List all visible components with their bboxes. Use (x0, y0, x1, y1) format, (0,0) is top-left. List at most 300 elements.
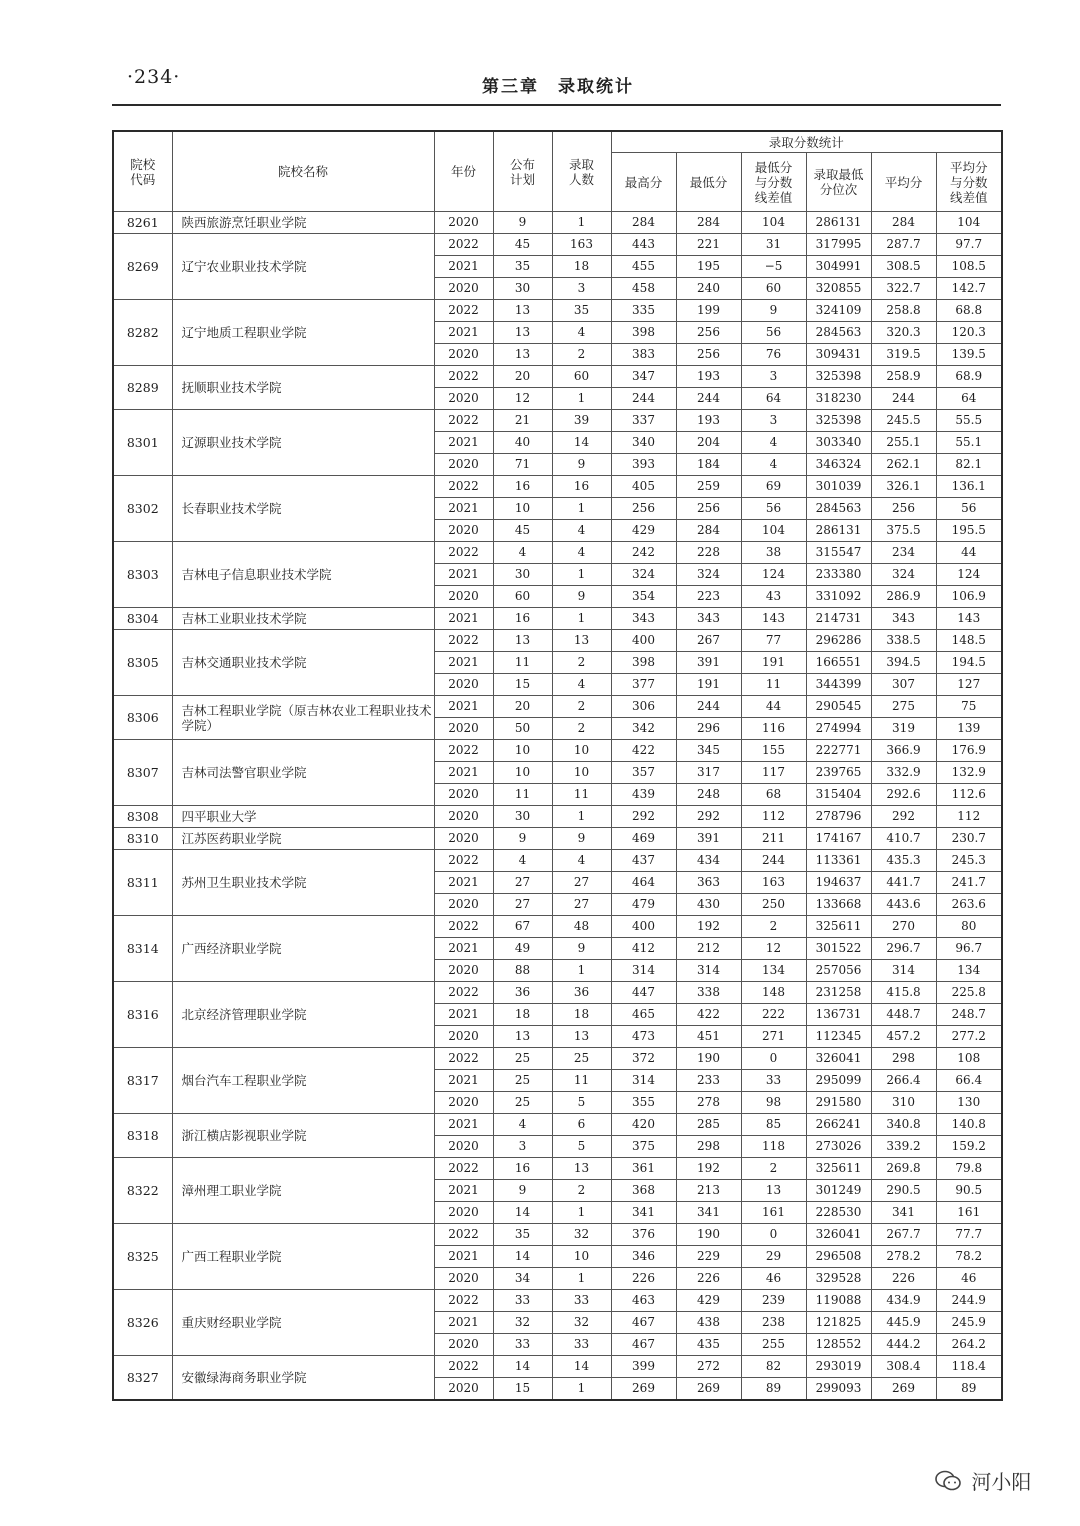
cell-avg-diff: 64 (936, 388, 1002, 410)
cell-min: 285 (676, 1114, 741, 1136)
cell-rank: 320855 (806, 278, 871, 300)
cell-max: 463 (611, 1290, 676, 1312)
cell-rank: 239765 (806, 762, 871, 784)
cell-year: 2020 (434, 674, 493, 696)
cell-avg: 258.8 (871, 300, 936, 322)
cell-rank: 301522 (806, 938, 871, 960)
cell-diff-line: 9 (741, 300, 806, 322)
cell-avg-diff: 148.5 (936, 630, 1002, 652)
cell-plan: 15 (493, 1378, 552, 1401)
cell-avg: 256 (871, 498, 936, 520)
cell-avg: 308.5 (871, 256, 936, 278)
cell-admitted: 1 (552, 960, 611, 982)
header-name: 院校名称 (172, 131, 434, 212)
cell-plan: 10 (493, 740, 552, 762)
cell-rank: 166551 (806, 652, 871, 674)
cell-admitted: 10 (552, 1246, 611, 1268)
cell-admitted: 1 (552, 212, 611, 234)
cell-plan: 34 (493, 1268, 552, 1290)
school-code: 8327 (113, 1356, 172, 1401)
cell-admitted: 1 (552, 564, 611, 586)
cell-admitted: 25 (552, 1048, 611, 1070)
school-name: 吉林交通职业技术学院 (172, 630, 434, 696)
cell-avg-diff: 159.2 (936, 1136, 1002, 1158)
cell-year: 2021 (434, 256, 493, 278)
cell-diff-line: 44 (741, 696, 806, 718)
cell-year: 2022 (434, 1158, 493, 1180)
cell-min: 213 (676, 1180, 741, 1202)
cell-diff-line: 116 (741, 718, 806, 740)
page-number: ·234· (127, 66, 181, 88)
cell-plan: 13 (493, 630, 552, 652)
school-name: 重庆财经职业学院 (172, 1290, 434, 1356)
table-row (113, 806, 1002, 828)
school-code: 8311 (113, 850, 172, 916)
cell-year: 2021 (434, 564, 493, 586)
cell-avg: 258.9 (871, 366, 936, 388)
cell-avg-diff: 112.6 (936, 784, 1002, 806)
cell-avg-diff: 277.2 (936, 1026, 1002, 1048)
cell-rank: 121825 (806, 1312, 871, 1334)
cell-year: 2020 (434, 960, 493, 982)
school-name: 烟台汽车工程职业学院 (172, 1048, 434, 1114)
cell-max: 361 (611, 1158, 676, 1180)
cell-admitted: 11 (552, 1070, 611, 1092)
table-row (113, 1290, 1002, 1312)
cell-rank: 194637 (806, 872, 871, 894)
cell-max: 467 (611, 1334, 676, 1356)
cell-avg: 340.8 (871, 1114, 936, 1136)
cell-avg-diff: 161 (936, 1202, 1002, 1224)
cell-avg: 270 (871, 916, 936, 938)
table-body (113, 212, 1002, 1401)
cell-rank: 346324 (806, 454, 871, 476)
cell-min: 195 (676, 256, 741, 278)
cell-rank: 174167 (806, 828, 871, 850)
cell-plan: 9 (493, 828, 552, 850)
cell-avg: 269 (871, 1378, 936, 1401)
school-name: 吉林电子信息职业技术学院 (172, 542, 434, 608)
cell-min: 193 (676, 410, 741, 432)
cell-rank: 113361 (806, 850, 871, 872)
cell-avg-diff: 225.8 (936, 982, 1002, 1004)
cell-min: 190 (676, 1224, 741, 1246)
cell-admitted: 4 (552, 542, 611, 564)
cell-max: 429 (611, 520, 676, 542)
cell-rank: 222771 (806, 740, 871, 762)
cell-year: 2022 (434, 1048, 493, 1070)
cell-rank: 286131 (806, 520, 871, 542)
school-name: 吉林工业职业技术学院 (172, 608, 434, 630)
cell-rank: 128552 (806, 1334, 871, 1356)
cell-diff-line: 98 (741, 1092, 806, 1114)
cell-avg-diff: 75 (936, 696, 1002, 718)
cell-admitted: 1 (552, 806, 611, 828)
cell-max: 405 (611, 476, 676, 498)
cell-admitted: 11 (552, 784, 611, 806)
cell-plan: 35 (493, 1224, 552, 1246)
cell-rank: 228530 (806, 1202, 871, 1224)
cell-min: 391 (676, 828, 741, 850)
cell-rank: 309431 (806, 344, 871, 366)
cell-avg: 245.5 (871, 410, 936, 432)
cell-plan: 40 (493, 432, 552, 454)
cell-avg: 339.2 (871, 1136, 936, 1158)
table-row (113, 850, 1002, 872)
cell-avg: 394.5 (871, 652, 936, 674)
cell-diff-line: 271 (741, 1026, 806, 1048)
cell-avg: 298 (871, 1048, 936, 1070)
header-code: 院校 代码 (113, 131, 172, 212)
cell-max: 343 (611, 608, 676, 630)
cell-avg: 269.8 (871, 1158, 936, 1180)
cell-admitted: 9 (552, 828, 611, 850)
cell-max: 355 (611, 1092, 676, 1114)
cell-plan: 50 (493, 718, 552, 740)
cell-year: 2022 (434, 850, 493, 872)
cell-min: 233 (676, 1070, 741, 1092)
cell-avg: 314 (871, 960, 936, 982)
cell-year: 2022 (434, 740, 493, 762)
cell-rank: 296286 (806, 630, 871, 652)
cell-avg-diff: 120.3 (936, 322, 1002, 344)
cell-rank: 214731 (806, 608, 871, 630)
cell-diff-line: 76 (741, 344, 806, 366)
cell-year: 2020 (434, 278, 493, 300)
cell-diff-line: 64 (741, 388, 806, 410)
cell-avg-diff: 248.7 (936, 1004, 1002, 1026)
cell-min: 317 (676, 762, 741, 784)
cell-plan: 30 (493, 564, 552, 586)
cell-min: 429 (676, 1290, 741, 1312)
cell-avg: 444.2 (871, 1334, 936, 1356)
cell-min: 226 (676, 1268, 741, 1290)
school-code: 8269 (113, 234, 172, 300)
school-code: 8282 (113, 300, 172, 366)
table-row (113, 1048, 1002, 1070)
cell-plan: 67 (493, 916, 552, 938)
cell-rank: 231258 (806, 982, 871, 1004)
cell-max: 458 (611, 278, 676, 300)
school-code: 8306 (113, 696, 172, 740)
table-row (113, 982, 1002, 1004)
cell-avg-diff: 66.4 (936, 1070, 1002, 1092)
cell-plan: 11 (493, 784, 552, 806)
school-code: 8304 (113, 608, 172, 630)
cell-avg: 375.5 (871, 520, 936, 542)
cell-avg: 255.1 (871, 432, 936, 454)
header-max: 最高分 (611, 153, 676, 212)
cell-rank: 344399 (806, 674, 871, 696)
cell-year: 2021 (434, 696, 493, 718)
cell-max: 256 (611, 498, 676, 520)
cell-avg-diff: 132.9 (936, 762, 1002, 784)
school-name: 广西经济职业学院 (172, 916, 434, 982)
table-row (113, 630, 1002, 652)
cell-year: 2020 (434, 1026, 493, 1048)
cell-max: 346 (611, 1246, 676, 1268)
cell-max: 399 (611, 1356, 676, 1378)
cell-diff-line: 250 (741, 894, 806, 916)
cell-max: 242 (611, 542, 676, 564)
cell-admitted: 32 (552, 1312, 611, 1334)
cell-plan: 9 (493, 1180, 552, 1202)
cell-rank: 331092 (806, 586, 871, 608)
table-row (113, 1356, 1002, 1378)
brand-mark (935, 1466, 1031, 1497)
cell-year: 2022 (434, 366, 493, 388)
cell-admitted: 9 (552, 938, 611, 960)
cell-rank: 315404 (806, 784, 871, 806)
cell-avg: 278.2 (871, 1246, 936, 1268)
cell-avg-diff: 68.8 (936, 300, 1002, 322)
cell-max: 422 (611, 740, 676, 762)
cell-avg-diff: 55.1 (936, 432, 1002, 454)
chapter-title: 第三章 录取统计 (482, 77, 634, 97)
cell-rank: 326041 (806, 1048, 871, 1070)
cell-year: 2022 (434, 476, 493, 498)
cell-avg-diff: 194.5 (936, 652, 1002, 674)
cell-diff-line: 117 (741, 762, 806, 784)
cell-avg: 332.9 (871, 762, 936, 784)
cell-min: 221 (676, 234, 741, 256)
cell-admitted: 2 (552, 344, 611, 366)
cell-min: 363 (676, 872, 741, 894)
header-year: 年份 (434, 131, 493, 212)
cell-avg: 292.6 (871, 784, 936, 806)
cell-avg: 310 (871, 1092, 936, 1114)
cell-avg: 319 (871, 718, 936, 740)
cell-year: 2020 (434, 388, 493, 410)
cell-year: 2022 (434, 300, 493, 322)
cell-rank: 301039 (806, 476, 871, 498)
cell-min: 430 (676, 894, 741, 916)
cell-diff-line: 4 (741, 432, 806, 454)
cell-admitted: 5 (552, 1136, 611, 1158)
cell-diff-line: 13 (741, 1180, 806, 1202)
cell-max: 439 (611, 784, 676, 806)
cell-rank: 278796 (806, 806, 871, 828)
cell-min: 292 (676, 806, 741, 828)
cell-avg-diff: 108 (936, 1048, 1002, 1070)
cell-rank: 303340 (806, 432, 871, 454)
cell-min: 228 (676, 542, 741, 564)
cell-admitted: 6 (552, 1114, 611, 1136)
table-row (113, 828, 1002, 850)
cell-diff-line: 163 (741, 872, 806, 894)
cell-plan: 16 (493, 476, 552, 498)
cell-plan: 33 (493, 1290, 552, 1312)
cell-year: 2020 (434, 212, 493, 234)
cell-year: 2021 (434, 1114, 493, 1136)
cell-avg: 307 (871, 674, 936, 696)
cell-min: 244 (676, 696, 741, 718)
cell-admitted: 1 (552, 498, 611, 520)
cell-admitted: 4 (552, 520, 611, 542)
school-code: 8314 (113, 916, 172, 982)
cell-admitted: 48 (552, 916, 611, 938)
cell-avg-diff: 104 (936, 212, 1002, 234)
cell-avg-diff: 96.7 (936, 938, 1002, 960)
cell-max: 377 (611, 674, 676, 696)
table-row (113, 212, 1002, 234)
cell-plan: 60 (493, 586, 552, 608)
cell-min: 256 (676, 322, 741, 344)
cell-year: 2020 (434, 1136, 493, 1158)
cell-plan: 20 (493, 366, 552, 388)
cell-avg: 366.9 (871, 740, 936, 762)
cell-avg: 290.5 (871, 1180, 936, 1202)
cell-rank: 296508 (806, 1246, 871, 1268)
cell-plan: 10 (493, 498, 552, 520)
cell-max: 398 (611, 322, 676, 344)
table-row (113, 234, 1002, 256)
cell-admitted: 13 (552, 1158, 611, 1180)
cell-plan: 27 (493, 894, 552, 916)
header-plan: 公布 计划 (493, 131, 552, 212)
cell-avg: 445.9 (871, 1312, 936, 1334)
cell-rank: 317995 (806, 234, 871, 256)
school-name: 苏州卫生职业技术学院 (172, 850, 434, 916)
school-code: 8322 (113, 1158, 172, 1224)
cell-diff-line: 89 (741, 1378, 806, 1401)
cell-avg-diff: 245.9 (936, 1312, 1002, 1334)
cell-year: 2021 (434, 938, 493, 960)
cell-min: 341 (676, 1202, 741, 1224)
cell-avg: 322.7 (871, 278, 936, 300)
cell-plan: 10 (493, 762, 552, 784)
cell-year: 2020 (434, 1202, 493, 1224)
cell-year: 2020 (434, 1378, 493, 1401)
cell-rank: 329528 (806, 1268, 871, 1290)
cell-year: 2022 (434, 410, 493, 432)
cell-rank: 233380 (806, 564, 871, 586)
cell-min: 248 (676, 784, 741, 806)
school-name: 长春职业技术学院 (172, 476, 434, 542)
cell-diff-line: 46 (741, 1268, 806, 1290)
cell-avg-diff: 195.5 (936, 520, 1002, 542)
cell-year: 2021 (434, 1312, 493, 1334)
cell-min: 269 (676, 1378, 741, 1401)
cell-max: 375 (611, 1136, 676, 1158)
cell-min: 451 (676, 1026, 741, 1048)
cell-plan: 45 (493, 520, 552, 542)
cell-year: 2020 (434, 1334, 493, 1356)
cell-year: 2021 (434, 1246, 493, 1268)
cell-admitted: 33 (552, 1334, 611, 1356)
cell-avg: 286.9 (871, 586, 936, 608)
cell-min: 284 (676, 520, 741, 542)
cell-min: 298 (676, 1136, 741, 1158)
school-name: 北京经济管理职业学院 (172, 982, 434, 1048)
cell-max: 383 (611, 344, 676, 366)
cell-plan: 13 (493, 322, 552, 344)
cell-plan: 4 (493, 542, 552, 564)
cell-avg-diff: 78.2 (936, 1246, 1002, 1268)
cell-avg: 275 (871, 696, 936, 718)
cell-min: 267 (676, 630, 741, 652)
cell-admitted: 27 (552, 872, 611, 894)
table-row (113, 696, 1002, 718)
cell-max: 244 (611, 388, 676, 410)
cell-plan: 14 (493, 1356, 552, 1378)
cell-plan: 13 (493, 344, 552, 366)
cell-diff-line: 29 (741, 1246, 806, 1268)
cell-rank: 112345 (806, 1026, 871, 1048)
cell-diff-line: 11 (741, 674, 806, 696)
cell-admitted: 2 (552, 652, 611, 674)
header-avg-diff: 平均分 与分数 线差值 (936, 153, 1002, 212)
cell-rank: 299093 (806, 1378, 871, 1401)
cell-diff-line: 222 (741, 1004, 806, 1026)
cell-rank: 325611 (806, 916, 871, 938)
cell-min: 314 (676, 960, 741, 982)
cell-min: 422 (676, 1004, 741, 1026)
cell-admitted: 32 (552, 1224, 611, 1246)
cell-max: 469 (611, 828, 676, 850)
cell-rank: 326041 (806, 1224, 871, 1246)
table-row (113, 740, 1002, 762)
cell-rank: 284563 (806, 322, 871, 344)
cell-min: 190 (676, 1048, 741, 1070)
school-code: 8317 (113, 1048, 172, 1114)
school-code: 8302 (113, 476, 172, 542)
cell-admitted: 39 (552, 410, 611, 432)
cell-plan: 4 (493, 1114, 552, 1136)
cell-max: 347 (611, 366, 676, 388)
cell-max: 398 (611, 652, 676, 674)
cell-rank: 325611 (806, 1158, 871, 1180)
cell-diff-line: 211 (741, 828, 806, 850)
cell-avg: 448.7 (871, 1004, 936, 1026)
cell-diff-line: 68 (741, 784, 806, 806)
cell-year: 2021 (434, 1070, 493, 1092)
cell-rank: 119088 (806, 1290, 871, 1312)
cell-rank: 325398 (806, 410, 871, 432)
cell-max: 269 (611, 1378, 676, 1401)
cell-year: 2021 (434, 1180, 493, 1202)
cell-admitted: 18 (552, 256, 611, 278)
cell-plan: 32 (493, 1312, 552, 1334)
cell-diff-line: 3 (741, 410, 806, 432)
school-code: 8318 (113, 1114, 172, 1158)
cell-plan: 13 (493, 1026, 552, 1048)
school-name: 抚顺职业技术学院 (172, 366, 434, 410)
cell-diff-line: 148 (741, 982, 806, 1004)
cell-rank: 325398 (806, 366, 871, 388)
cell-year: 2020 (434, 454, 493, 476)
cell-diff-line: 33 (741, 1070, 806, 1092)
cell-avg-diff: 112 (936, 806, 1002, 828)
cell-plan: 36 (493, 982, 552, 1004)
cell-plan: 11 (493, 652, 552, 674)
cell-min: 244 (676, 388, 741, 410)
school-name: 辽源职业技术学院 (172, 410, 434, 476)
cell-year: 2021 (434, 322, 493, 344)
cell-max: 314 (611, 1070, 676, 1092)
cell-admitted: 4 (552, 674, 611, 696)
cell-avg: 267.7 (871, 1224, 936, 1246)
cell-avg: 457.2 (871, 1026, 936, 1048)
cell-diff-line: 143 (741, 608, 806, 630)
cell-rank: 274994 (806, 718, 871, 740)
cell-admitted: 163 (552, 234, 611, 256)
cell-avg-diff: 106.9 (936, 586, 1002, 608)
cell-avg-diff: 139 (936, 718, 1002, 740)
cell-avg-diff: 263.6 (936, 894, 1002, 916)
cell-max: 393 (611, 454, 676, 476)
cell-diff-line: 85 (741, 1114, 806, 1136)
